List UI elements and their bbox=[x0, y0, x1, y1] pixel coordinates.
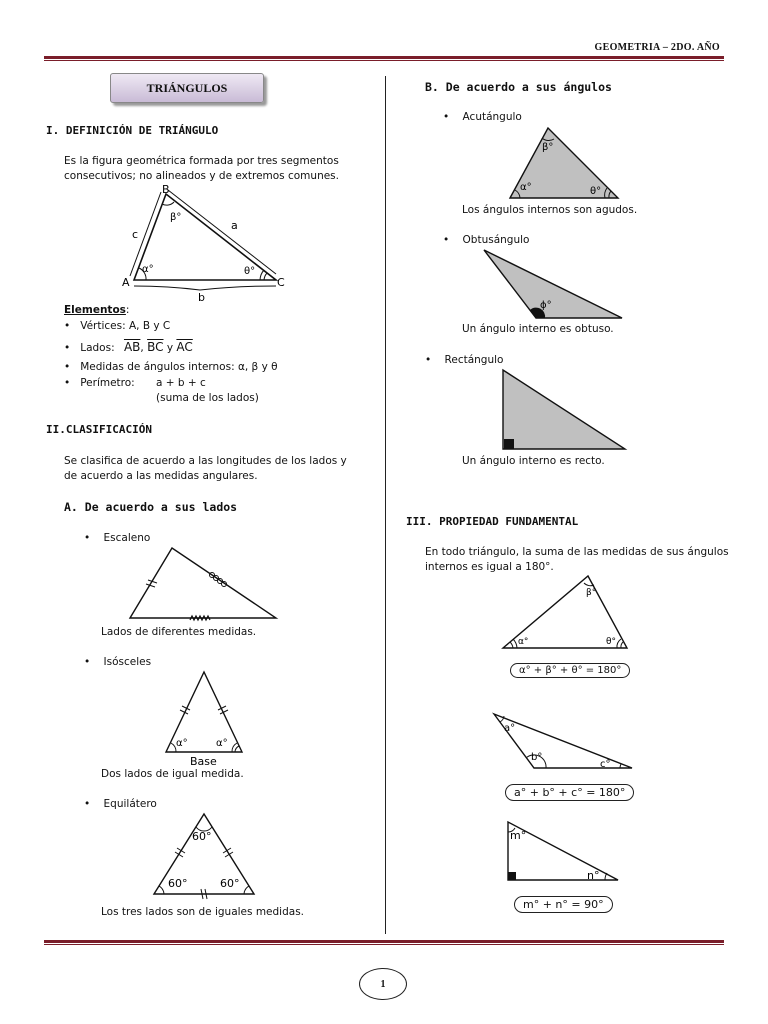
eq-angle-top: 60° bbox=[192, 830, 212, 843]
isosceles-triangle bbox=[160, 668, 250, 768]
bullet-acutangulo: • Acutángulo bbox=[443, 111, 522, 123]
segment-ab: $\overline{AB}$ bbox=[123, 340, 141, 354]
section-1-heading: I. DEFINICIÓN DE TRIÁNGULO bbox=[46, 124, 219, 137]
isosceles-desc: Dos lados de igual medida. bbox=[101, 768, 244, 780]
iso-base-label: Base bbox=[190, 755, 217, 768]
segment-bc: $\overline{BC}$ bbox=[147, 340, 164, 354]
column-divider bbox=[385, 76, 386, 934]
prop2-a-label: a° bbox=[504, 723, 516, 734]
angle-beta-label: β° bbox=[170, 212, 182, 223]
prop3-m-label: m° bbox=[510, 829, 527, 842]
angle-alpha-label: α° bbox=[142, 264, 154, 275]
angle-theta-label: θ° bbox=[244, 266, 256, 277]
section-2-heading: II.CLASIFICACIÓN bbox=[46, 423, 152, 436]
escaleno-desc: Lados de diferentes medidas. bbox=[101, 626, 257, 638]
bullet-equilatero: • Equilátero bbox=[84, 798, 157, 810]
header-rule bbox=[44, 56, 724, 59]
obtusangulo-desc: Un ángulo interno es obtuso. bbox=[462, 323, 614, 335]
rectangulo-desc: Un ángulo interno es recto. bbox=[462, 455, 605, 467]
vertex-a-label: A bbox=[122, 276, 130, 289]
running-header: GEOMETRIA – 2DO. AÑO bbox=[594, 42, 720, 53]
bullet-perimetro: • Perímetro: bbox=[64, 377, 135, 389]
property-text-2: internos es igual a 180°. bbox=[425, 561, 554, 573]
prop2-b-label: b° bbox=[531, 752, 543, 763]
elements-title: Elementos: bbox=[64, 304, 130, 316]
formula-2: a° + b° + c° = 180° bbox=[505, 784, 634, 801]
bullet-rectangulo: • Rectángulo bbox=[425, 354, 504, 366]
subsection-a-heading: A. De acuerdo a sus lados bbox=[64, 500, 238, 514]
vertex-c-label: C bbox=[277, 276, 285, 289]
obtuse-triangle bbox=[480, 246, 626, 322]
bullet-isosceles: • Isósceles bbox=[84, 656, 152, 668]
property-text-1: En todo triángulo, la suma de las medidas de sus ángulos bbox=[425, 546, 729, 558]
classification-text-2: de acuerdo a las medidas angulares. bbox=[64, 470, 258, 482]
prop1-beta-label: β° bbox=[586, 588, 597, 598]
acute-alpha-label: α° bbox=[520, 182, 532, 193]
definition-text-2: consecutivos; no alineados y de extremos comunes. bbox=[64, 170, 339, 182]
acute-theta-label: θ° bbox=[590, 186, 602, 197]
bullet-escaleno: • Escaleno bbox=[84, 532, 151, 544]
page-number: 1 bbox=[359, 968, 407, 1000]
footer-rule-thin bbox=[44, 944, 724, 945]
acute-beta-label: β° bbox=[542, 142, 554, 153]
segment-ac: $\overline{AC}$ bbox=[176, 340, 193, 354]
title-box: TRIÁNGULOS bbox=[110, 73, 264, 103]
definition-text-1: Es la figura geométrica formada por tres segmentos bbox=[64, 155, 339, 167]
formula-1: α° + β° + θ° = 180° bbox=[510, 663, 630, 678]
acute-triangle bbox=[506, 124, 624, 202]
right-triangle bbox=[500, 368, 628, 452]
property-triangle-3 bbox=[505, 820, 623, 884]
property-triangle-1 bbox=[500, 573, 632, 651]
perimetro-value: a + b + c bbox=[156, 377, 206, 389]
eq-angle-left: 60° bbox=[168, 877, 188, 890]
footer-rule bbox=[44, 940, 724, 943]
escaleno-triangle bbox=[126, 544, 282, 622]
equilateral-triangle bbox=[150, 810, 258, 900]
subsection-b-heading: B. De acuerdo a sus ángulos bbox=[425, 80, 612, 94]
bullet-vertices: • Vértices: A, B y C bbox=[64, 320, 171, 332]
prop1-alpha-label: α° bbox=[518, 637, 529, 647]
perimetro-note: (suma de los lados) bbox=[156, 392, 259, 404]
acutangulo-desc: Los ángulos internos son agudos. bbox=[462, 204, 638, 216]
section-3-heading: III. PROPIEDAD FUNDAMENTAL bbox=[406, 515, 579, 528]
prop3-n-label: n° bbox=[587, 869, 600, 882]
bullet-medidas: • Medidas de ángulos internos: α, β y θ bbox=[64, 361, 278, 373]
iso-alpha-right: α° bbox=[216, 738, 228, 749]
equilatero-desc: Los tres lados son de iguales medidas. bbox=[101, 906, 305, 918]
header-rule-thin bbox=[44, 60, 724, 61]
classification-text-1: Se clasifica de acuerdo a las longitudes de los lados y bbox=[64, 455, 347, 467]
iso-alpha-left: α° bbox=[176, 738, 188, 749]
prop1-theta-label: θ° bbox=[606, 637, 617, 647]
side-a-label: a bbox=[231, 219, 238, 232]
bullet-lados: • Lados: $\overline{AB}$, $\overline{BC}$ y $\overline{AC}$ bbox=[64, 340, 193, 354]
property-triangle-2 bbox=[490, 710, 636, 772]
vertex-b-label: B bbox=[162, 183, 170, 196]
formula-3: m° + n° = 90° bbox=[514, 896, 613, 913]
definition-triangle-figure bbox=[118, 180, 298, 305]
obtuse-phi-label: ϕ° bbox=[540, 300, 552, 311]
side-c-label: c bbox=[132, 228, 139, 241]
side-b-label: b bbox=[198, 291, 205, 304]
prop2-c-label: c° bbox=[600, 759, 611, 770]
eq-angle-right: 60° bbox=[220, 877, 240, 890]
bullet-obtusangulo: • Obtusángulo bbox=[443, 234, 530, 246]
